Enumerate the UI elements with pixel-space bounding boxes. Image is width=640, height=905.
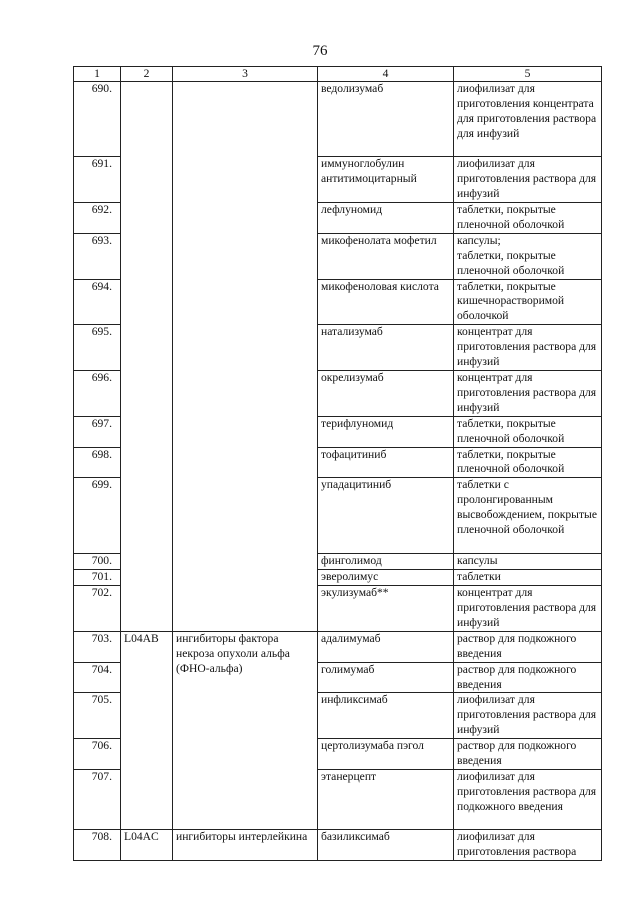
drug-name: эверолимус [318,570,454,586]
dosage-form: лиофилизат для приготовления раствора для подкожного введения [454,770,602,830]
table-row [74,631,602,662]
atc-code: L04AB [121,631,173,829]
table-row [74,82,602,157]
group-name: ингибиторы интерлейкина [173,830,318,861]
row-number: 706. [74,739,121,770]
drug-name: экулизумаб** [318,586,454,632]
row-number: 708. [74,830,121,861]
drug-name: иммуноглобулин антитимоцитарный [318,157,454,203]
row-number: 692. [74,203,121,234]
dosage-form: лиофилизат для приготовления концентрата для приготовления раствора для инфузий [454,82,602,157]
dosage-form: капсулы; таблетки, покрытые пленочной оболочкой [454,233,602,279]
drug-name: упадацитиниб [318,478,454,554]
drug-name: терифлуномид [318,416,454,447]
dosage-form: концентрат для приготовления раствора для инфузий [454,325,602,371]
dosage-form: таблетки, покрытые пленочной оболочкой [454,447,602,478]
dosage-form: таблетки [454,570,602,586]
drug-name: тофацитиниб [318,447,454,478]
row-number: 691. [74,157,121,203]
dosage-form: лиофилизат для приготовления раствора [454,830,602,861]
group-name-cell [173,82,318,632]
dosage-form: капсулы [454,554,602,570]
header-col-4: 4 [318,67,454,82]
drug-name: натализумаб [318,325,454,371]
drug-name: микофенолата мофетил [318,233,454,279]
table-row [74,830,602,861]
row-number: 701. [74,570,121,586]
row-number: 699. [74,478,121,554]
medication-table [73,66,602,861]
drug-name: этанерцепт [318,770,454,830]
row-number: 702. [74,586,121,632]
row-number: 693. [74,233,121,279]
header-col-3: 3 [173,67,318,82]
row-number: 690. [74,82,121,157]
drug-name: адалимумаб [318,631,454,662]
header-col-1: 1 [74,67,121,82]
group-name: ингибиторы фактора некроза опухоли альфа (ФНО-альфа) [173,631,318,829]
drug-name: инфликсимаб [318,693,454,739]
page-number: 76 [312,43,328,59]
dosage-form: раствор для подкожного введения [454,662,602,693]
row-number: 703. [74,631,121,662]
row-number: 697. [74,416,121,447]
dosage-form: таблетки, покрытые пленочной оболочкой [454,203,602,234]
header-row [74,67,602,82]
dosage-form: раствор для подкожного введения [454,631,602,662]
row-number: 694. [74,279,121,325]
dosage-form: лиофилизат для приготовления раствора для инфузий [454,693,602,739]
drug-name: голимумаб [318,662,454,693]
atc-code: L04AC [121,830,173,861]
dosage-form: раствор для подкожного введения [454,739,602,770]
header-col-5: 5 [454,67,602,82]
row-number: 696. [74,370,121,416]
drug-name: микофеноловая кислота [318,279,454,325]
drug-name: базиликсимаб [318,830,454,861]
dosage-form: концентрат для приготовления раствора для инфузий [454,586,602,632]
dosage-form: лиофилизат для приготовления раствора для инфузий [454,157,602,203]
drug-name: ведолизумаб [318,82,454,157]
drug-name: лефлуномид [318,203,454,234]
row-number: 704. [74,662,121,693]
header-col-2: 2 [121,67,173,82]
dosage-form: таблетки, покрытые кишечнорастворимой оболочкой [454,279,602,325]
drug-name: окрелизумаб [318,370,454,416]
row-number: 695. [74,325,121,371]
drug-name: финголимод [318,554,454,570]
dosage-form: концентрат для приготовления раствора для инфузий [454,370,602,416]
row-number: 698. [74,447,121,478]
drug-name: цертолизумаба пэгол [318,739,454,770]
atc-code-cell [121,82,173,632]
row-number: 705. [74,693,121,739]
dosage-form: таблетки с пролонгированным высвобождением, покрытые пленочной оболочкой [454,478,602,554]
dosage-form: таблетки, покрытые пленочной оболочкой [454,416,602,447]
row-number: 700. [74,554,121,570]
row-number: 707. [74,770,121,830]
